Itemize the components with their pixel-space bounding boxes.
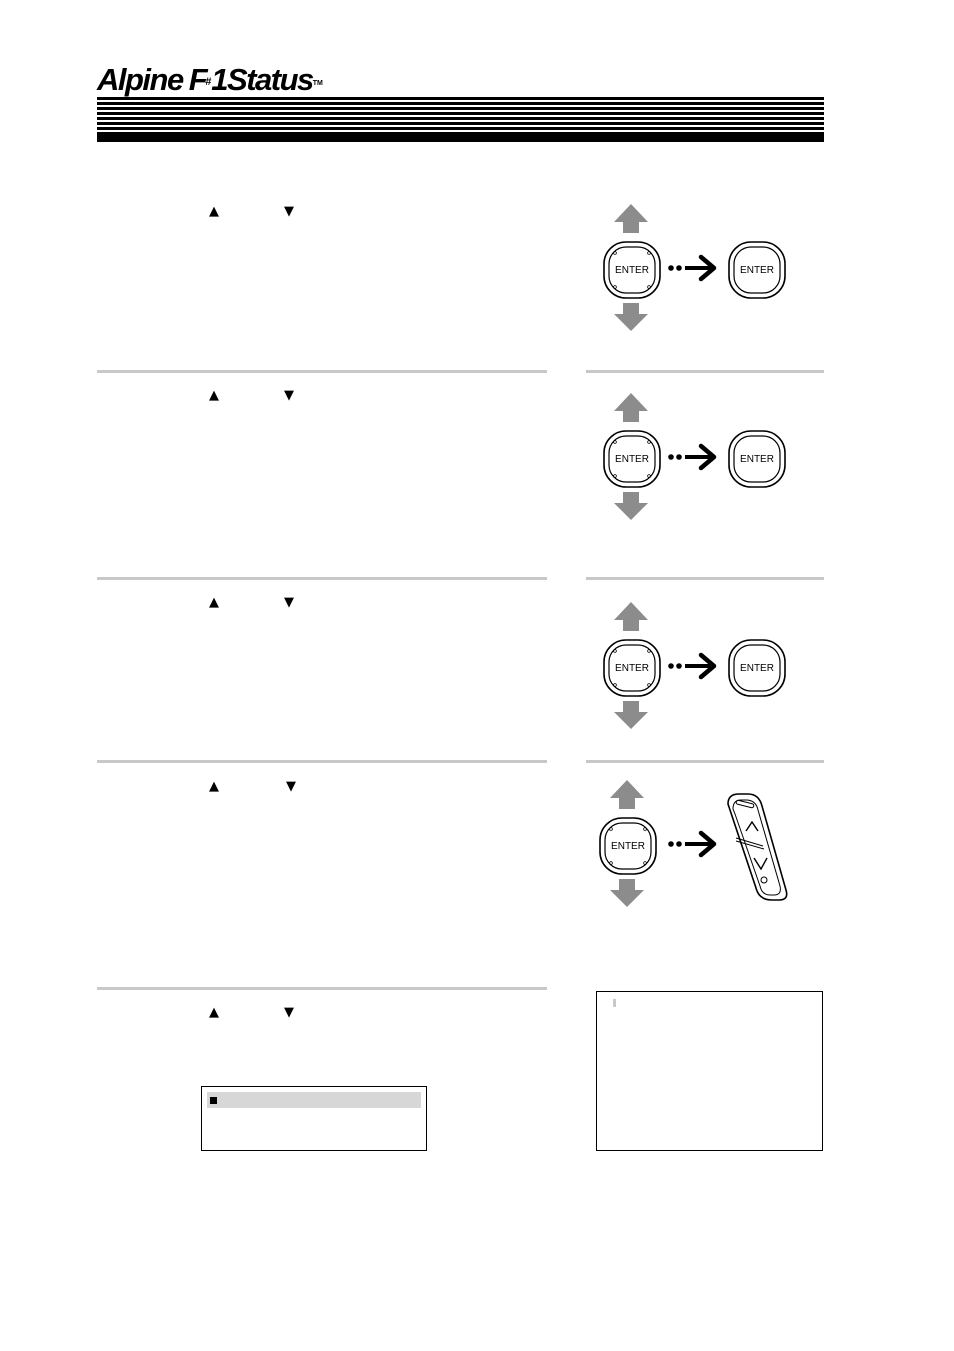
display-panel-screen xyxy=(596,991,823,1151)
svg-text:ENTER: ENTER xyxy=(615,265,649,276)
down-triangle-icon: ▼ xyxy=(284,204,294,219)
up-arrow-icon xyxy=(614,602,648,631)
brand-word-2-suffix: 1Status xyxy=(211,62,313,97)
up-triangle-icon: ▲ xyxy=(209,388,219,403)
section-divider xyxy=(97,987,547,990)
highlighted-row xyxy=(207,1092,421,1108)
brand-logo xyxy=(97,60,323,100)
trademark-mark: TM xyxy=(312,80,323,87)
up-arrow-icon xyxy=(614,393,648,422)
enter-button-icon xyxy=(604,640,660,696)
svg-text:ENTER: ENTER xyxy=(615,663,649,674)
remote-control-icon xyxy=(728,794,787,900)
brand-word-2-prefix: F xyxy=(188,62,207,97)
enter-press-figure-1 xyxy=(598,200,790,334)
brand-superscript: # xyxy=(205,76,212,88)
text-cursor-icon xyxy=(613,999,616,1007)
section-divider xyxy=(97,577,547,580)
dotted-arrow-icon xyxy=(668,446,714,468)
enter-button-icon xyxy=(729,431,785,487)
up-triangle-icon: ▲ xyxy=(209,1005,219,1020)
enter-button-icon xyxy=(604,431,660,487)
up-triangle-icon: ▲ xyxy=(209,595,219,610)
enter-button-icon xyxy=(729,640,785,696)
svg-text:ENTER: ENTER xyxy=(615,454,649,465)
enter-press-figure-3 xyxy=(598,598,790,732)
dotted-arrow-icon xyxy=(668,655,714,677)
section-divider xyxy=(97,760,547,763)
display-panel-selected-item xyxy=(201,1086,427,1151)
down-arrow-icon xyxy=(610,879,644,907)
svg-text:ENTER: ENTER xyxy=(740,663,774,674)
section-divider xyxy=(97,370,547,373)
down-triangle-icon: ▼ xyxy=(286,779,296,794)
dotted-arrow-icon xyxy=(668,833,714,855)
down-arrow-icon xyxy=(614,492,648,520)
enter-to-remote-figure xyxy=(594,776,794,910)
section-divider xyxy=(586,370,824,373)
section-divider xyxy=(586,760,824,763)
section-divider xyxy=(586,577,824,580)
up-arrow-icon xyxy=(610,780,644,809)
enter-button-icon xyxy=(604,242,660,298)
down-triangle-icon: ▼ xyxy=(284,1005,294,1020)
svg-text:ENTER: ENTER xyxy=(611,841,645,852)
up-triangle-icon: ▲ xyxy=(209,779,219,794)
down-triangle-icon: ▼ xyxy=(284,595,294,610)
enter-button-icon xyxy=(729,242,785,298)
up-arrow-icon xyxy=(614,204,648,233)
svg-text:ENTER: ENTER xyxy=(740,454,774,465)
enter-press-figure-2 xyxy=(598,389,790,523)
selection-marker-icon xyxy=(210,1097,217,1104)
dotted-arrow-icon xyxy=(668,257,714,279)
svg-text:ENTER: ENTER xyxy=(740,265,774,276)
down-arrow-icon xyxy=(614,701,648,729)
down-triangle-icon: ▼ xyxy=(284,388,294,403)
brand-word-1: Alpine xyxy=(97,62,183,97)
up-triangle-icon: ▲ xyxy=(209,204,219,219)
enter-button-icon xyxy=(600,818,656,874)
down-arrow-icon xyxy=(614,303,648,331)
header-stripe-bar xyxy=(97,97,824,142)
